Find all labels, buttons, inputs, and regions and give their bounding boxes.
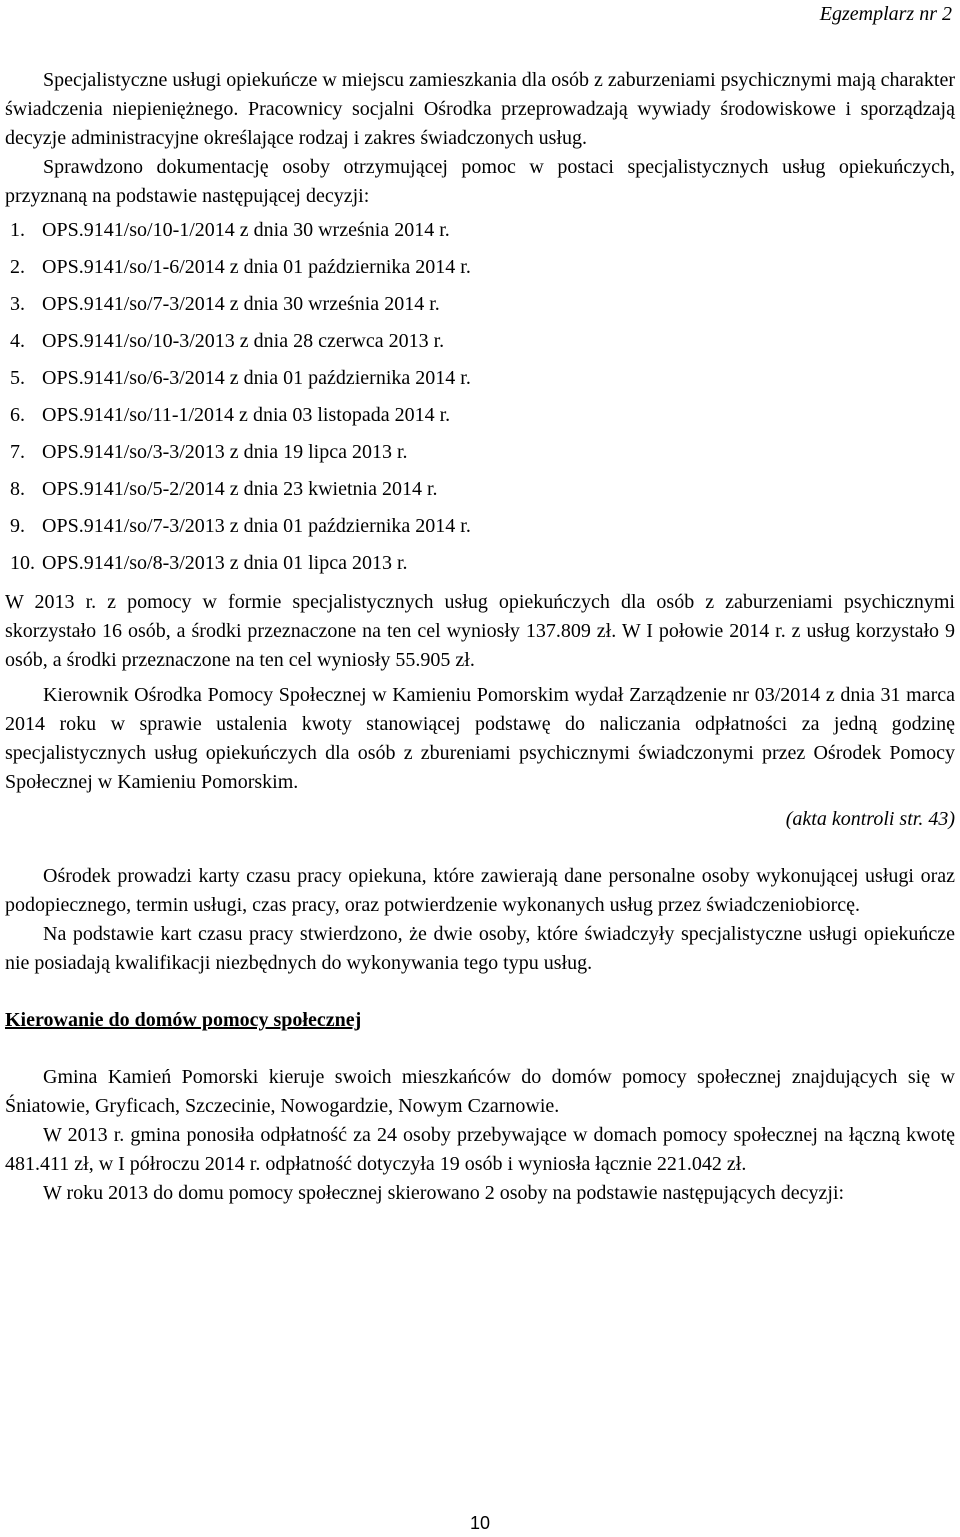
list-item xyxy=(5,292,955,316)
section-heading: Kierowanie do domów pomocy społecznej xyxy=(5,1009,362,1031)
list-item-number: 9. xyxy=(10,515,25,537)
section-paragraph-3: W roku 2013 do domu pomocy społecznej skierowano 2 osoby na podstawie następujących decyzji: xyxy=(43,1182,845,1204)
list-item-text: OPS.9141/so/6-3/2014 z dnia 01 października 2014 r. xyxy=(42,367,471,389)
body-paragraph-5: Ośrodek prowadzi karty czasu pracy opiekuna, które zawierają dane personalne osoby wykonującej usługi oraz podopiecznego, termin usługi, czas pracy, oraz potwierdzenie wykonanych usług przez świadczeniobiorcę. xyxy=(5,865,955,916)
page-number: 10 xyxy=(469,1513,491,1533)
list-item-number: 5. xyxy=(10,367,25,389)
list-item-text: OPS.9141/so/7-3/2013 z dnia 01 października 2014 r. xyxy=(42,515,471,537)
list-item-number: 8. xyxy=(10,478,25,500)
list-item xyxy=(5,551,955,575)
intro-paragraph-2: Sprawdzono dokumentację osoby otrzymującej pomoc w postaci specjalistycznych usług opiekuńczych, przyznaną na podstawie następującej decyzji: xyxy=(5,156,955,207)
list-item-number: 4. xyxy=(10,330,25,352)
list-item xyxy=(5,403,955,427)
list-item-text: OPS.9141/so/3-3/2013 z dnia 19 lipca 2013 r. xyxy=(42,441,408,463)
list-item-text: OPS.9141/so/10-3/2013 z dnia 28 czerwca 2013 r. xyxy=(42,330,445,352)
list-item-text: OPS.9141/so/7-3/2014 z dnia 30 września 2014 r. xyxy=(42,293,440,315)
list-item-number: 3. xyxy=(10,293,25,315)
list-item-text: OPS.9141/so/10-1/2014 z dnia 30 września 2014 r. xyxy=(42,219,450,241)
list-item xyxy=(5,218,955,242)
list-item-text: OPS.9141/so/5-2/2014 z dnia 23 kwietnia 2014 r. xyxy=(42,478,438,500)
copy-label: Egzemplarz nr 2 xyxy=(819,3,952,25)
list-item xyxy=(5,440,955,464)
decision-list xyxy=(5,218,955,575)
list-item-number: 1. xyxy=(10,219,25,241)
list-item-text: OPS.9141/so/1-6/2014 z dnia 01 października 2014 r. xyxy=(42,256,471,278)
list-item-number: 6. xyxy=(10,404,25,426)
list-item-text: OPS.9141/so/11-1/2014 z dnia 03 listopada 2014 r. xyxy=(42,404,451,426)
section-paragraph-1: Gmina Kamień Pomorski kieruje swoich mieszkańców do domów pomocy społecznej znajdujących się w Śniatowie, Gryficach, Szczecinie, Nowogardzie, Nowym Czarnowie. xyxy=(5,1066,955,1117)
list-item-text: OPS.9141/so/8-3/2013 z dnia 01 lipca 2013 r. xyxy=(42,552,408,574)
intro-paragraph-1: Specjalistyczne usługi opiekuńcze w miejscu zamieszkania dla osób z zaburzeniami psychicznymi mają charakter świadczenia niepieniężnego. Pracownicy socjalni Ośrodka przeprowadzają wywiady środowiskowe i sporządzają decyzje administracyjne określające rodzaj i zakres świadczonych usług. xyxy=(5,69,955,149)
list-item xyxy=(5,477,955,501)
list-item xyxy=(5,255,955,279)
list-item-number: 7. xyxy=(10,441,25,463)
body-paragraph-6: Na podstawie kart czasu pracy stwierdzono, że dwie osoby, które świadczyły specjalistyczne usługi opiekuńcze nie posiadają kwalifikacji niezbędnych do wykonywania tego typu usług. xyxy=(5,923,955,974)
page-content xyxy=(5,66,955,1208)
list-item xyxy=(5,514,955,538)
section-paragraph-2: W 2013 r. gmina ponosiła odpłatność za 24 osoby przebywające w domach pomocy społecznej na łączną kwotę 481.411 zł, w I półroczu 2014 r. odpłatność dotyczyła 19 osób i wyniosła łącznie 221.042 zł. xyxy=(5,1124,955,1175)
body-paragraph-3: W 2013 r. z pomocy w formie specjalistycznych usług opiekuńczych dla osób z zaburzeniami psychicznymi skorzystało 16 osób, a środki przeznaczone na ten cel wyniosły 137.809 zł. W I połowie 2014 r. z usług korzystało 9 osób, a środki przeznaczone na ten cel wyniosły 55.905 zł. xyxy=(5,591,955,671)
list-item xyxy=(5,366,955,390)
body-paragraph-4: Kierownik Ośrodka Pomocy Społecznej w Kamieniu Pomorskim wydał Zarządzenie nr 03/2014 z dnia 31 marca 2014 roku w sprawie ustalenia kwoty stanowiącej podstawę do naliczania odpłatności za jedną godzinę specjalistycznych usług opiekuńczych dla osób z zbureniami psychicznymi świadczonymi przez Ośrodek Pomocy Społecznej w Kamieniu Pomorskim. xyxy=(5,684,955,793)
list-item xyxy=(5,329,955,353)
list-item-number: 2. xyxy=(10,256,25,278)
list-item-number: 10. xyxy=(10,552,35,574)
source-note: (akta kontroli str. 43) xyxy=(785,808,955,830)
